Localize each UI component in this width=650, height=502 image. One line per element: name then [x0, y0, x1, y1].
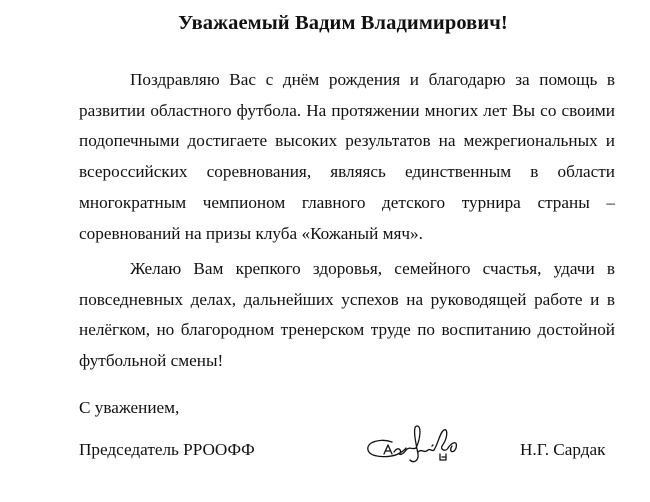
signature-icon	[362, 420, 472, 470]
paragraph-congratulations: Поздравляю Вас с днём рождения и благодарю за помощь в развитии областного футбола. На протяжении многих лет Вы со своими подопечными достигаете высоких результатов на межрегиональных и всероссийских соревнования, являясь единственным в области многократным чемпионом главного детского турнира страны – соревнований на призы клуба «Кожаный мяч».	[79, 70, 615, 243]
letter-title: Уважаемый Вадим Владимирович!	[178, 12, 508, 34]
paragraph-wishes: Желаю Вам крепкого здоровья, семейного счастья, удачи в повседневных делах, дальнейших успехов на руководящей работе и в нелёгком, но благородном тренерском труде по воспитанию достойной футбольной смены!	[79, 259, 615, 371]
signer-position: Председатель РРООФФ	[79, 440, 255, 459]
signer-name: Н.Г. Сардак	[520, 440, 606, 459]
closing-text: С уважением,	[79, 398, 180, 417]
